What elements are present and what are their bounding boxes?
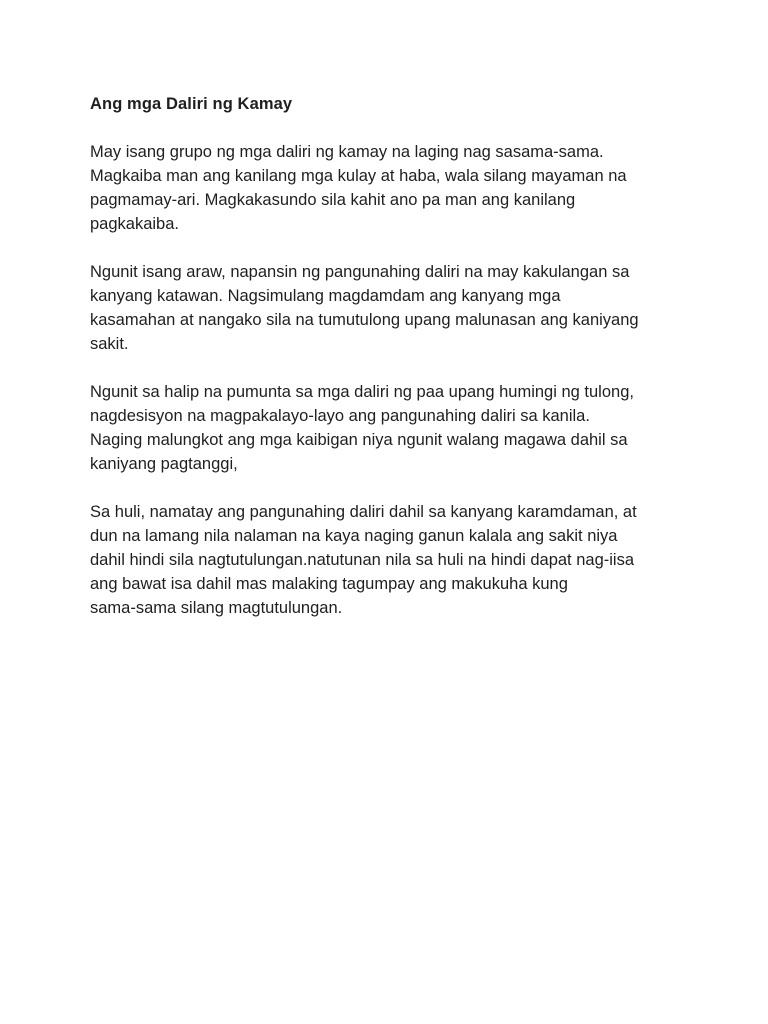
text-line: ang bawat isa dahil mas malaking tagumpay ang makukuha kung <box>90 575 568 593</box>
text-line: dahil hindi sila nagtutulungan.natutunan nila sa huli na hindi dapat nag-iisa <box>90 551 634 569</box>
text-line: kaniyang pagtanggi, <box>90 455 238 473</box>
text-line: Naging malungkot ang mga kaibigan niya ngunit walang magawa dahil sa <box>90 431 628 449</box>
document-title: Ang mga Daliri ng Kamay <box>90 95 293 113</box>
text-line: dun na lamang nila nalaman na kaya naging ganun kalala ang sakit niya <box>90 527 618 545</box>
text-line: sakit. <box>90 335 129 353</box>
text-line: pagmamay-ari. Magkakasundo sila kahit ano pa man ang kanilang <box>90 191 576 209</box>
text-line: May isang grupo ng mga daliri ng kamay na laging nag sasama-sama. <box>90 143 604 161</box>
document-body <box>90 140 690 644</box>
text-line: Magkaiba man ang kanilang mga kulay at haba, wala silang mayaman na <box>90 167 627 185</box>
text-line: kasamahan at nangako sila na tumutulong upang malunasan ang kaniyang <box>90 311 639 329</box>
text-line: pagkakaiba. <box>90 215 179 233</box>
text-line: Ngunit sa halip na pumunta sa mga daliri ng paa upang humingi ng tulong, <box>90 383 634 401</box>
paragraph <box>90 380 690 476</box>
text-line: nagdesisyon na magpakalayo-layo ang pangunahing daliri sa kanila. <box>90 407 590 425</box>
text-line: Ngunit isang araw, napansin ng pangunahing daliri na may kakulangan sa <box>90 263 630 281</box>
text-line: Sa huli, namatay ang pangunahing daliri dahil sa kanyang karamdaman, at <box>90 503 637 521</box>
paragraph <box>90 260 690 356</box>
text-line: kanyang katawan. Nagsimulang magdamdam ang kanyang mga <box>90 287 561 305</box>
paragraph <box>90 140 690 236</box>
paragraph <box>90 500 690 620</box>
text-line: sama-sama silang magtutulungan. <box>90 599 343 617</box>
